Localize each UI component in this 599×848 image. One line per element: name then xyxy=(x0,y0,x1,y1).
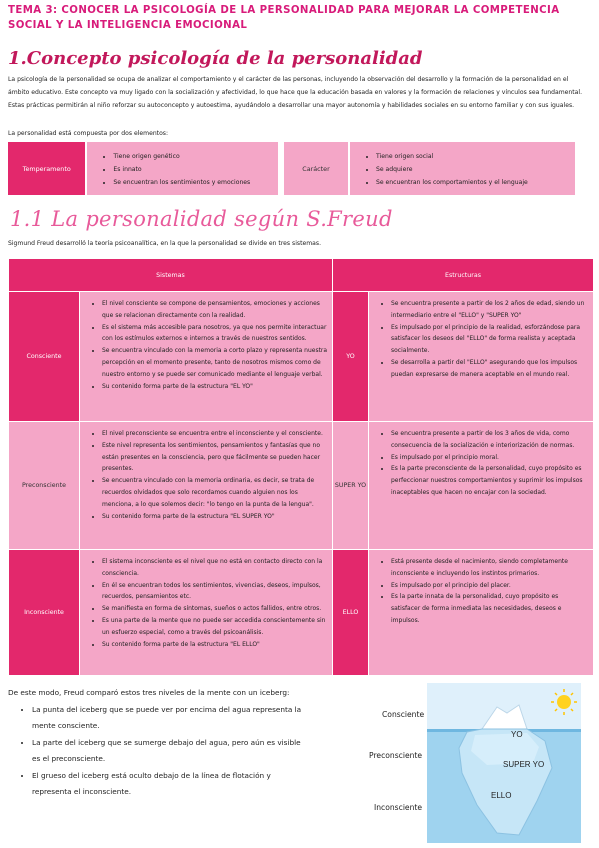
iceberg-item: • El grueso del iceberg está oculto debajo de la línea de flotación y representa el inconsciente. xyxy=(32,768,308,801)
caracter-box xyxy=(284,142,575,195)
iceberg-illustration xyxy=(427,683,581,843)
list-item: • Se manifiesta en forma de síntomas, sueños o actos fallidos, entre otros. xyxy=(102,603,328,615)
iceberg-label-preconsciente: Preconsciente xyxy=(369,751,423,760)
caracter-label: Carácter xyxy=(284,142,348,195)
list-item: • Es impulsado por el principio de la realidad, esforzándose para satisfacer los deseos del "ELLO" de forma realista y aceptada socialmente. xyxy=(391,322,589,357)
list-item: • En él se encuentran todos los sentimientos, vivencias, deseos, impulsos, recuerdos, pensamientos etc. xyxy=(102,580,328,604)
list-item: • Se encuentra presente a partir de los 3 años de vida, como consecuencia de la socialización e interiorización de normas. xyxy=(391,428,589,452)
intro-paragraph: La psicología de la personalidad se ocupa de analizar el comportamiento y el carácter de las personas, incluyendo la observación del desarrollo y la formación de la personalidad en el ámbito educativo. Este concepto va muy ligado con la socialización y afectividad, lo que hace que la educación basada en valores y la formación de relaciones y vínculos sea fundamental. Estas prácticas permitirán al niño reforzar su autoconcepto y autoestima, ayudándolo a desarrollar una mayor autonomía y habilidades sociales en su entorno familiar y con sus iguales. xyxy=(8,76,583,109)
temperamento-box xyxy=(8,142,278,195)
caracter-item: • Se adquiere xyxy=(376,163,575,176)
temperamento-list xyxy=(87,142,278,195)
list-item: • Es impulsado por el principio del placer. xyxy=(391,580,589,592)
sistema-inconsciente: Inconsciente xyxy=(9,550,80,676)
section-2-title: 1.1 La personalidad según S.Freud xyxy=(10,207,393,231)
list-item: • Este nivel representa los sentimientos, pensamientos y fantasías que no están presentes en la consciencia, pero que fácilmente se pueden hacer presentes. xyxy=(102,440,328,475)
col-estructuras: Estructuras xyxy=(333,259,594,292)
list-item: • Su contenido forma parte de la estructura "EL SUPER YO" xyxy=(102,511,328,523)
sistema-preconsciente-list xyxy=(80,422,333,550)
iceberg-lead: De este modo, Freud comparó estos tres niveles de la mente con un iceberg: xyxy=(8,688,290,697)
list-item: • Es la parte innata de la personalidad, cuyo propósito es satisfacer de forma inmediata las necesidades, deseos e impulsos. xyxy=(391,591,589,626)
list-item: • El nivel consciente se compone de pensamientos, emociones y acciones que se relacionan directamente con la realidad. xyxy=(102,298,328,322)
iceberg-label-yo: YO xyxy=(511,730,523,739)
list-item: • Está presente desde el nacimiento, siendo completamente inconsciente e incluyendo los instintos primarios. xyxy=(391,556,589,580)
list-item: • Es impulsado por el principio moral. xyxy=(391,452,589,464)
estructura-ello-list xyxy=(369,550,594,676)
estructura-yo-list xyxy=(369,292,594,422)
iceberg-item: • La parte del iceberg que se sumerge debajo del agua, pero aún es visible es el preconsciente. xyxy=(32,735,308,768)
list-item: • El sistema inconsciente es el nivel que no está en contacto directo con la consciencia. xyxy=(102,556,328,580)
list-item: • El nivel preconsciente se encuentra entre el inconsciente y el consciente. xyxy=(102,428,328,440)
iceberg-label-consciente: Consciente xyxy=(382,710,425,719)
freud-table xyxy=(8,258,594,676)
list-item: • Es una parte de la mente que no puede ser accedida conscientemente sin un esfuerzo especial, como a través del psicoanálisis. xyxy=(102,615,328,639)
sistema-consciente: Consciente xyxy=(9,292,80,422)
estructura-ello: ELLO xyxy=(333,550,369,676)
section-1-title: 1.Concepto psicología de la personalidad xyxy=(8,48,423,69)
caracter-item: • Se encuentran los comportamientos y el lenguaje xyxy=(376,176,575,189)
list-item: • Es el sistema más accesible para nosotros, ya que nos permite interactuar con los estímulos externos e internos a través de nuestros sentidos. xyxy=(102,322,328,346)
estructura-superyo-list xyxy=(369,422,594,550)
page-header: TEMA 3: CONOCER LA PSICOLOGÍA DE LA PERSONALIDAD PARA MEJORAR LA COMPETENCIA SOCIAL Y LA INTELIGENCIA EMOCIONAL xyxy=(8,5,560,31)
temperamento-item: • Es innato xyxy=(113,163,278,176)
temperamento-item: • Se encuentran los sentimientos y emociones xyxy=(113,176,278,189)
col-sistemas: Sistemas xyxy=(9,259,333,292)
list-item: • Su contenido forma parte de la estructura "EL ELLO" xyxy=(102,639,328,651)
temperamento-item: • Tiene origen genético xyxy=(113,150,278,163)
iceberg-text xyxy=(8,685,308,801)
list-item: • Se encuentra vinculado con la memoria ordinaria, es decir, se trata de recuerdos olvidados que solo recordamos cuando alguien nos los menciona, a lo que solemos decir: "lo tengo en la punta de la lengua". xyxy=(102,475,328,510)
sistema-inconsciente-list xyxy=(80,550,333,676)
iceberg-label-ello: ELLO xyxy=(491,791,512,800)
temperamento-label: Temperamento xyxy=(8,142,85,195)
composition-lead: La personalidad está compuesta por dos elementos: xyxy=(8,130,169,137)
list-item: • Se desarrolla a partir del "ELLO" asegurando que los impulsos puedan expresarse de manera aceptable en el mundo real. xyxy=(391,357,589,381)
estructura-yo: YO xyxy=(333,292,369,422)
sistema-preconsciente: Preconsciente xyxy=(9,422,80,550)
freud-lead: Sigmund Freud desarrolló la teoría psicoanalítica, en la que la personalidad se divide en tres sistemas. xyxy=(8,240,322,247)
sistema-consciente-list xyxy=(80,292,333,422)
list-item: • Se encuentra presente a partir de los 2 años de edad, siendo un intermediario entre el "ELLO" y "SUPER YO" xyxy=(391,298,589,322)
iceberg-label-superyo: SUPER YO xyxy=(503,760,545,769)
iceberg-item: • La punta del iceberg que se puede ver por encima del agua representa la mente consciente. xyxy=(32,702,308,735)
list-item: • Es la parte preconsciente de la personalidad, cuyo propósito es perfeccionar nuestros comportamientos y suprimir los impulsos inaceptables que hacen no encajar con la sociedad. xyxy=(391,463,589,498)
estructura-superyo: SUPER YO xyxy=(333,422,369,550)
caracter-list xyxy=(350,142,575,195)
list-item: • Se encuentra vinculado con la memoria a corto plazo y representa nuestra percepción en el momento presente, tanto de nosotros mismos como de nuestro entorno y se puede ser comunicado mediante el lenguaje verbal. xyxy=(102,345,328,380)
caracter-item: • Tiene origen social xyxy=(376,150,575,163)
list-item: • Su contenido forma parte de la estructura "EL YO" xyxy=(102,381,328,393)
iceberg-label-inconsciente: Inconsciente xyxy=(374,803,423,812)
